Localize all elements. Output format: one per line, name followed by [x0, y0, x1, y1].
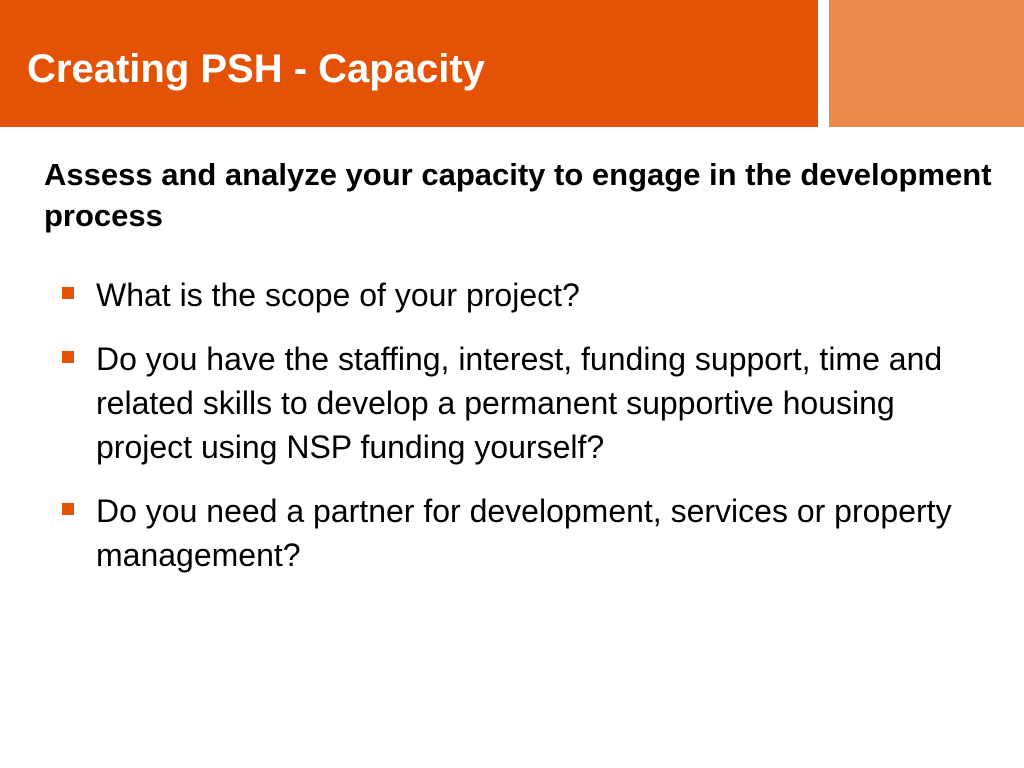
title-bar [0, 0, 818, 127]
bullet-item-partner [58, 489, 958, 577]
square-bullet-icon [62, 351, 74, 363]
bullet-text: Do you need a partner for development, services or property management? [96, 493, 952, 573]
bullet-text: What is the scope of your project? [96, 277, 580, 313]
square-bullet-icon [62, 287, 74, 299]
bullet-list [58, 273, 958, 597]
bullet-item-scope [58, 273, 958, 317]
slide-subheading: Assess and analyze your capacity to engage in the development process [44, 157, 992, 233]
slide-title: Creating PSH - Capacity [27, 47, 485, 91]
title-bar-accent [829, 0, 1024, 127]
bullet-text: Do you have the staffing, interest, funding support, time and related skills to develop a permanent supportive housing project using NSP funding yourself? [96, 341, 943, 465]
bullet-item-staffing [58, 337, 958, 469]
square-bullet-icon [62, 503, 74, 515]
